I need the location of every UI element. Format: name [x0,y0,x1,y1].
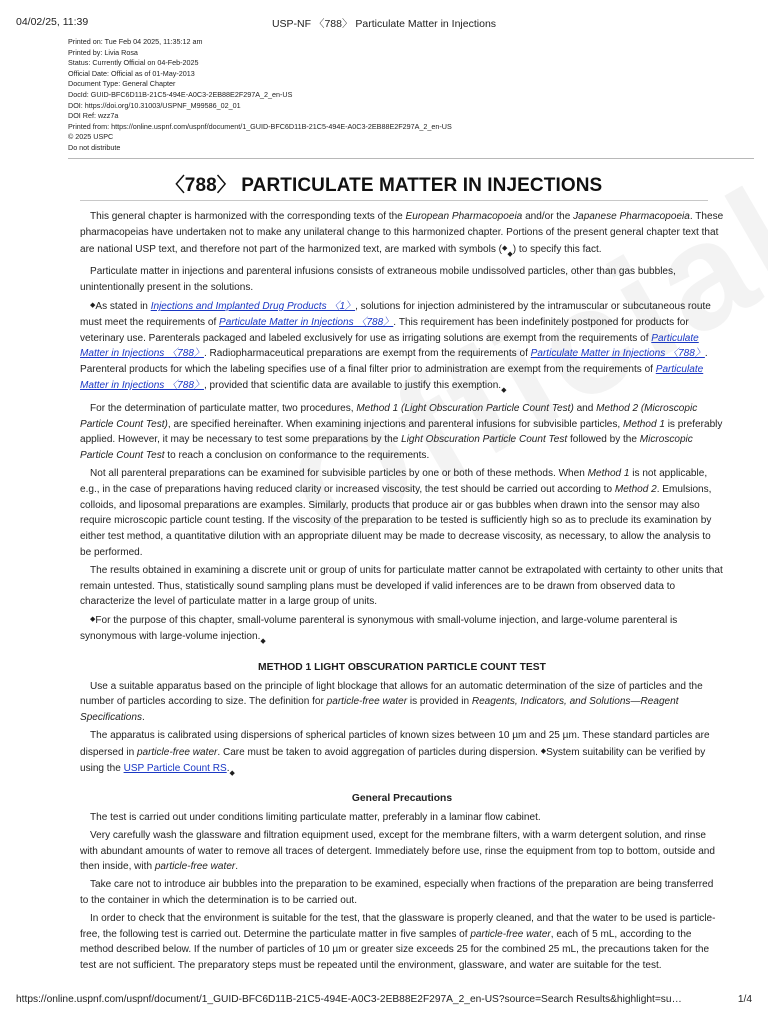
usp-symbol-icon: ◆ [507,250,513,258]
usp-symbol-icon: ◆ [501,386,507,394]
link-chapter-788[interactable]: Particulate Matter in Injections 〈788〉 [80,332,699,360]
usp-symbol-icon: ◆ [260,637,266,645]
paragraph-definition: Particulate matter in injections and parenteral infusions consists of extraneous mobile undissolved particles, other than gas bubbles, unintentionally present in the solutions. [80,266,676,294]
meta-printed-on: Printed on: Tue Feb 04 2025, 11:35:12 am [68,37,203,46]
paragraph-apparatus: Use a suitable apparatus based on the principle of light blockage that allows for an automatic determination of the size of particles and the number of particles according to size. The definition for particle-free water is provided in Reagents, Indicators, and Solutions—Reagent Specifications. [80,680,703,724]
link-injections-chapter-1[interactable]: Injections and Implanted Drug Products 〈1〉 [150,300,356,312]
print-datetime: 04/02/25, 11:39 [16,16,89,28]
paragraph-procedures: For the determination of particulate matter, two procedures, Method 1 (Light Obscuration Particle Count Test) and Method 2 (Microscopic Particle Count Test), are specified hereinafter. When examining injections and parenteral infusions for subvisible particles, Method 1 is preferably applied. However, it may be necessary to test some preparations by the Light Obscuration Particle Count Test followed by the Microscopic Particle Count Test to reach a conclusion on conformance to the requirements. [80,402,723,462]
paragraph-requirements: ◆As stated in Injections and Implanted Drug Products 〈1〉, solutions for injection administered by the intramuscular or subcutaneous route must meet the requirements of Particulate Matter in Injections 〈788〉. This requirement has been indefinitely postponed for products for veterinary use. Parenterals packaged and labeled exclusively for use as irrigating solutions are exempt from the requirements of Particulate Matter in Injections 〈788〉. Radiopharmaceutical preparations are exempt from the requirements of Particulate Matter in Injections 〈788〉. Parenteral products for which the labeling specifies use of a final filter prior to administration are exempt from the requirements of Particulate Matter in Injections 〈788〉, provided that scientific data are available to justify this $exemption._◆$ [80,300,711,394]
print-document-title: USP-NF 〈788〉 Particulate Matter in Injections [271,18,497,30]
section-heading-method-1: METHOD 1 LIGHT OBSCURATION PARTICLE COUNT TEST [258,661,546,673]
paragraph-sampling: The results obtained in examining a discrete unit or group of units for particulate matter cannot be extrapolated with certainty to other units that remain untested. Thus, statistically sound sampling plans must be developed if valid inferences are to be drawn from observed data to characterize the level of particulate matter in a large group of units. [80,564,723,608]
meta-docid: DocId: GUID-BFC6D11B-21C5-494E-A0C3-2EB88E2F297A_2_en-US [68,89,293,99]
usp-symbol-icon: ◆ [229,769,235,777]
paragraph-laminar-flow: The test is carried out under conditions limiting particulate matter, preferably in a laminar flow cabinet. [90,812,541,824]
paragraph-harmonization: This general chapter is harmonized with the corresponding texts of the European Pharmacopoeia and/or the Japanese Pharmacopoeia. These pharmacopeias have undertaken not to make any unilateral change to this harmonized chapter. Portions of the present general chapter text that are national USP text, and therefore not part of the harmonized text, are marked with symbols $(◆_◆)$ to specify this fact. [80,211,724,258]
meta-doi-ref: DOI Ref: wzz7a [68,111,119,121]
paragraph-calibration: The apparatus is calibrated using dispersions of spherical particles of known sizes between 10 µm and 25 µm. These standard particles are dispersed in particle-free water. Care must be taken to avoid aggregation of particles during dispersion. ◆System suitability can be verified by using the USP Particle Count $RS._◆$ [80,729,710,777]
usp-symbol-icon: ◆ [90,301,96,309]
usp-symbol-icon: ◆ [540,747,547,755]
page-number: 1/4 [737,994,752,1005]
divider [80,200,708,201]
paragraph-volume-definitions: ◆For the purpose of this chapter, small-volume parenteral is synonymous with small-volume injection, and large-volume parenteral is synonymous with large-volume $injection._◆$ [80,615,678,645]
link-chapter-788[interactable]: Particulate Matter in Injections 〈788〉 [530,348,705,360]
meta-doi: DOI: https://doi.org/10.31003/USPNF_M99586_02_01 [68,100,241,110]
print-header [16,16,752,30]
usp-symbol-icon: ◆ [90,616,96,624]
meta-printed-by: Printed by: Livia Rosa [68,47,138,57]
document-metadata [68,37,452,154]
divider [68,158,754,159]
link-chapter-788[interactable]: Particulate Matter in Injections 〈788〉 [219,316,394,328]
chapter-title: 〈788〉 PARTICULATE MATTER IN INJECTIONS [165,175,603,196]
link-usp-particle-count-rs[interactable]: USP Particle Count RS [123,762,227,774]
meta-copyright: © 2025 USPC [68,132,114,142]
paragraph-environment-check: In order to check that the environment is suitable for the test, that the glassware is properly cleaned, and that the water to be used is particle-free, the following test is carried out. Determine the particulate matter in five samples of particle-free water, each of 5 mL, according to the method described below. If the number of particles of 10 µm or greater size exceeds 25 for the combined 25 mL, the precautions taken for the test are not sufficient. The preparatory steps must be repeated until the environment, glassware, and water are suitable for the test. [80,912,716,972]
meta-printed-from: Printed from: https://online.uspnf.com/uspnf/document/1_GUID-BFC6D11B-21C5-494E-A0C3-2EB88E2F297A_2_en-US [68,121,452,131]
meta-official-date: Official Date: Official as of 01-May-2013 [68,68,195,78]
meta-document-type: Document Type: General Chapter [68,79,176,89]
meta-status: Status: Currently Official on 04-Feb-2025 [68,58,199,68]
section-heading-general-precautions: General Precautions [351,793,453,805]
paragraph-applicability: Not all parenteral preparations can be examined for subvisible particles by one or both of these methods. When Method 1 is not applicable, e.g., in the case of preparations having reduced clarity or increased viscosity, the test should be carried out according to Method 2. Emulsions, colloids, and liposomal preparations are examples. Similarly, products that produce air or gas bubbles when drawn into the sensor may also require microscopic particle count testing. If the viscosity of the preparation to be tested is sufficiently high so as to preclude its examination by either test method, a quantitative dilution with an appropriate diluent may be made to decrease viscosity, as necessary, to allow the analysis to be performed. [80,467,712,558]
footer-url: https://online.uspnf.com/uspnf/document/1_GUID-BFC6D11B-21C5-494E-A0C3-2EB88E2F297A_2_en-US?source=Search Results&highlight=su… [16,994,682,1005]
print-footer [16,994,752,1008]
paragraph-air-bubbles: Take care not to introduce air bubbles into the preparation to be examined, especially when fractions of the preparation are being transferred to the container in which the determination is to be carried out. [80,879,714,907]
link-chapter-788[interactable]: Particulate Matter in Injections 〈788〉 [80,364,704,391]
paragraph-glassware: Very carefully wash the glassware and filtration equipment used, except for the membrane filters, with a warm detergent solution, and rinse with abundant amounts of water to remove all traces of detergent. Immediately before use, rinse the equipment from top to bottom, outside and then inside, with particle-free water. [80,829,715,873]
meta-distribution: Do not distribute [68,142,121,152]
chapter-body [80,209,724,976]
usp-symbol-icon: ◆ [502,244,508,252]
